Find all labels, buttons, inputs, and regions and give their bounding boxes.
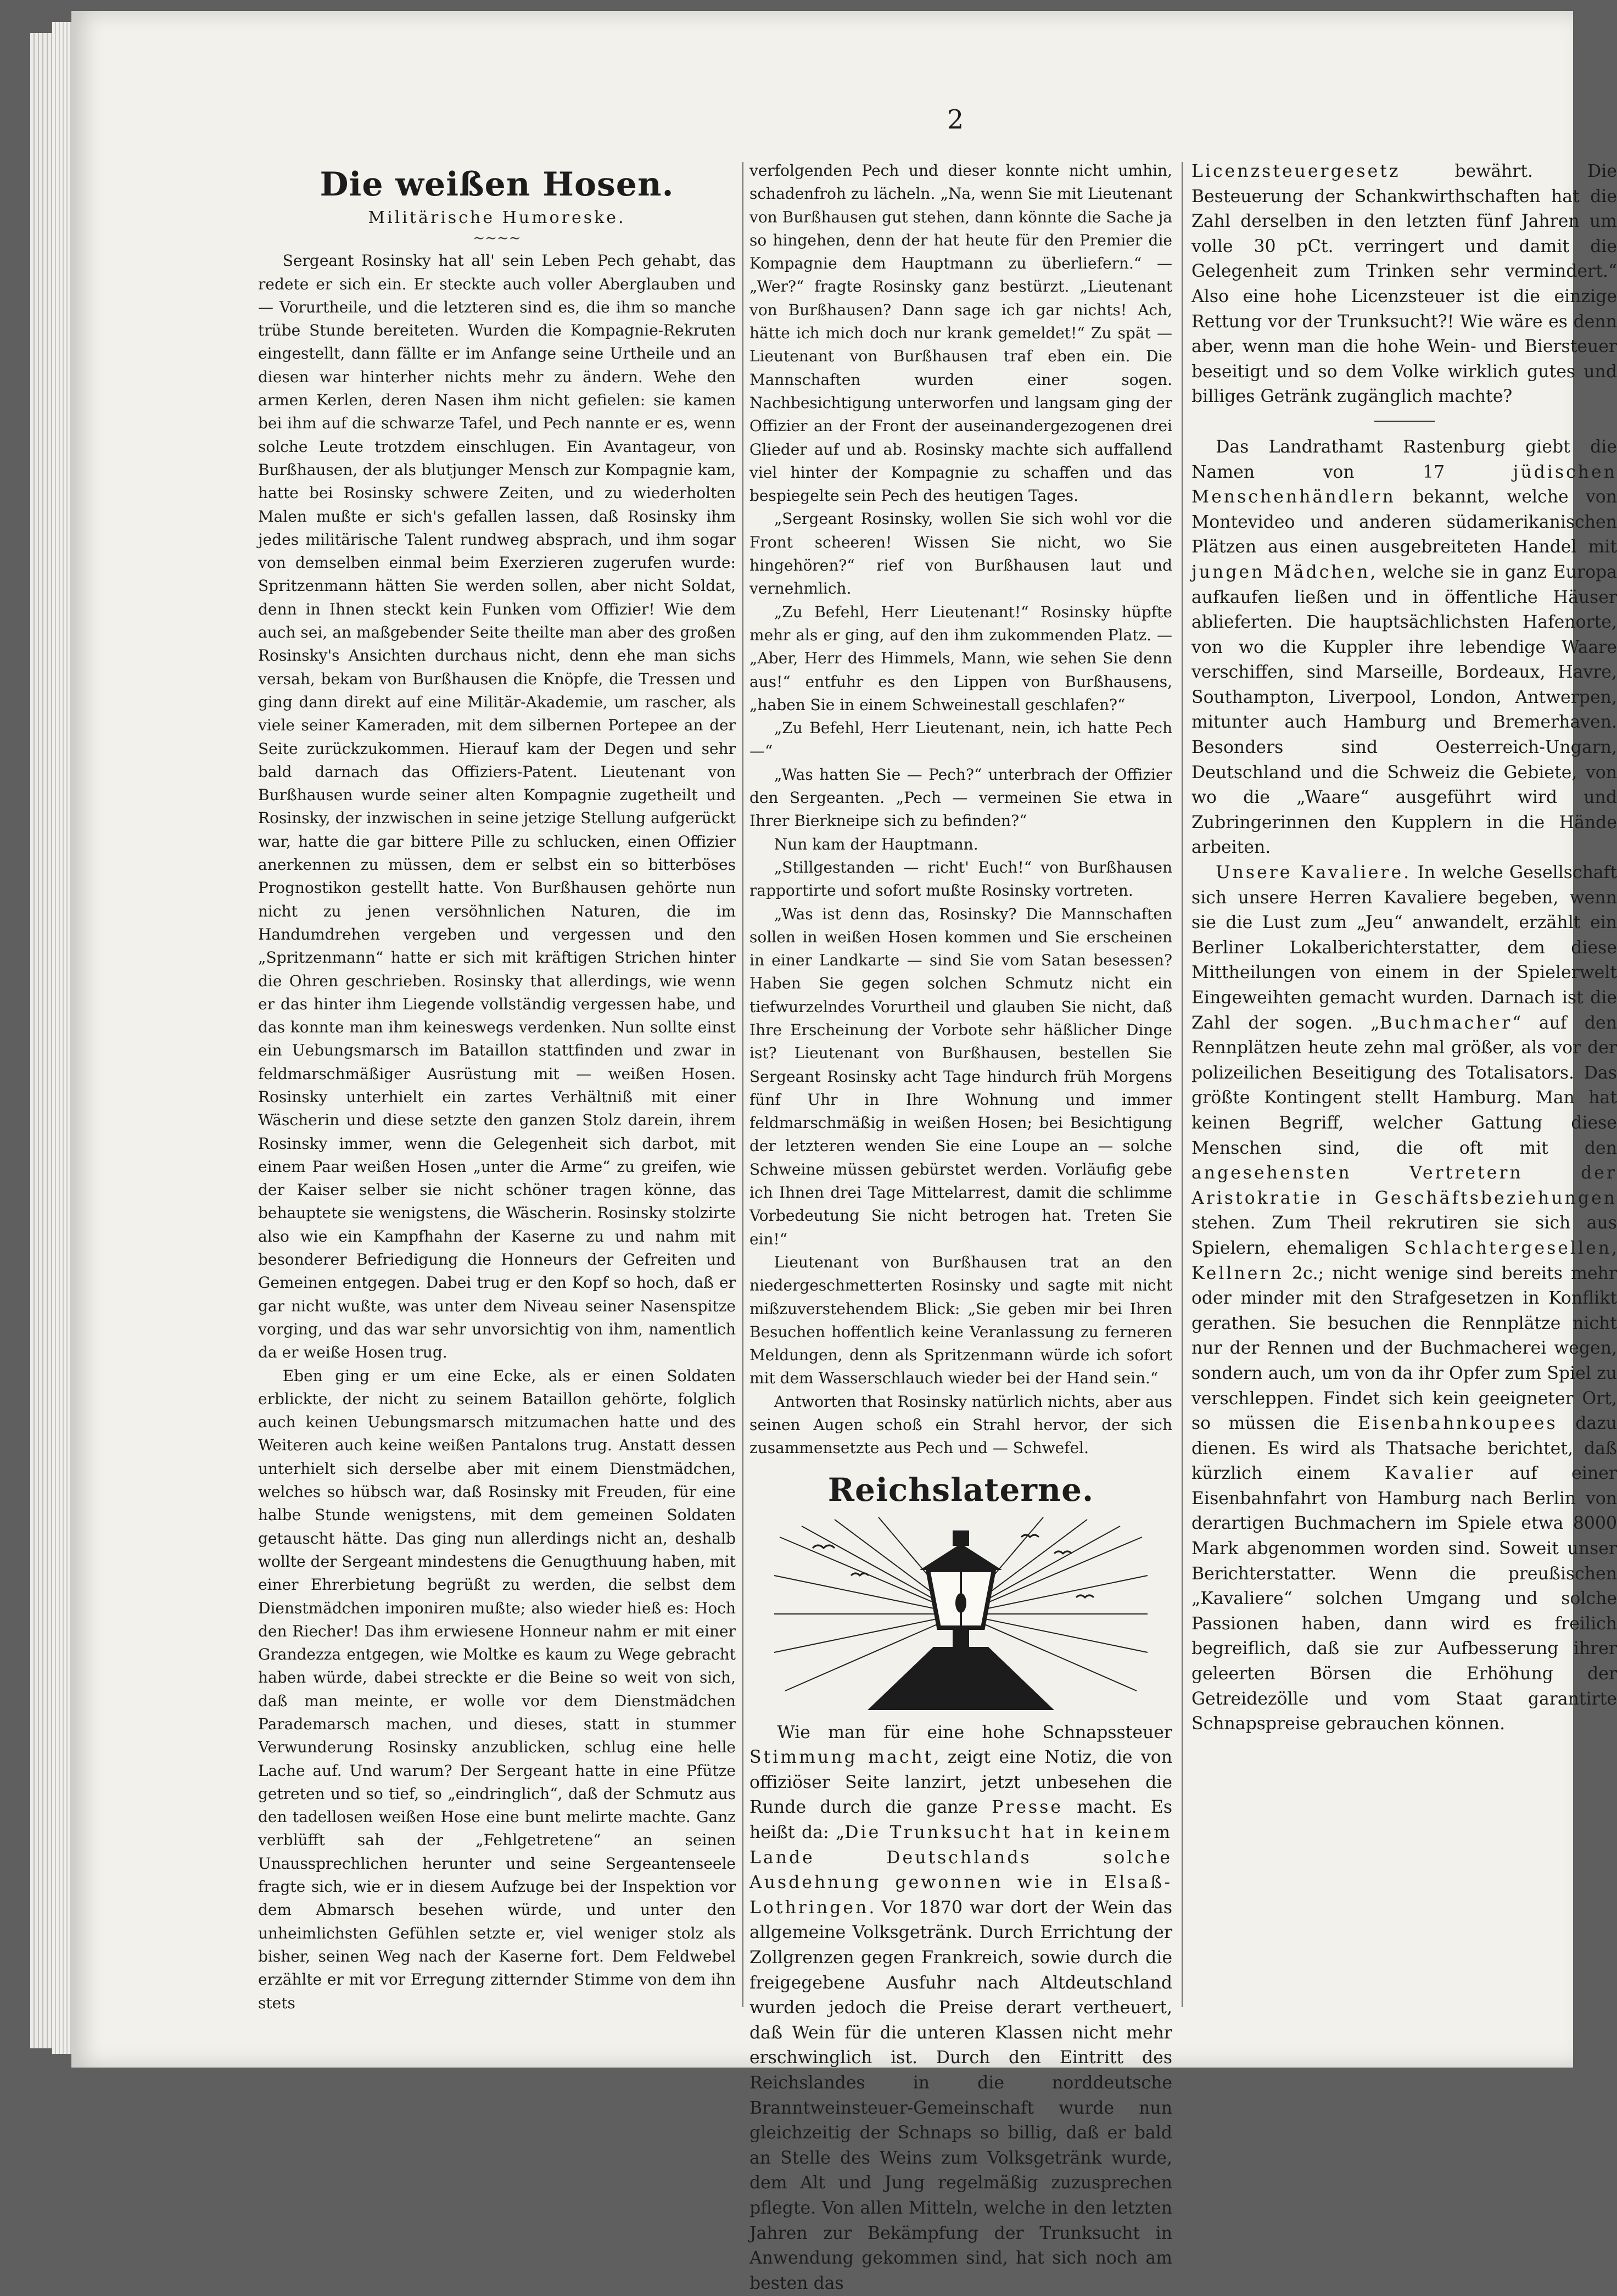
column-1	[258, 159, 736, 2015]
article-paragraph: Antworten that Rosinsky natürlich nichts, aber aus seinen Augen schoß ein Strahl hervor, der sich zusammensetzte aus Pech und — Schwefel.	[749, 1392, 1172, 1457]
article-title-weisse-hosen: Die weißen Hosen.	[320, 165, 674, 204]
column-divider-1	[742, 162, 743, 2007]
column-divider-2	[1182, 162, 1183, 2007]
article-subtitle: Militärische Humoreske.	[368, 208, 626, 227]
article-paragraph: Lieutenant von Burßhausen trat an den niedergeschmetterten Rosinsky und sagte mit nicht mißzuverstehendem Blick: „Sie geben mir bei Ihren Besuchen hoffentlich keine Veranlassung zu ferneren Meldungen, denn als Spritzenmann würde ich sofort mit dem Wasserschlauch wieder bei der Hand sein.“	[749, 1253, 1172, 1388]
reichslaterne-paragraph-2: Das Landrathamt Rastenburg giebt die Namen von 17 jüdischen Menschenhändlern bekannt, welche von Montevideo und anderen südamerikanischen Plätzen aus einen ausgebreiteten Handel mit jungen Mädchen, welche sie in ganz Europa aufkaufen ließen und in öffentliche Häuser ablieferten. Die hauptsächlichsten Hafenorte, von wo die Kuppler ihre lebendige Waare verschiffen, sind Marseille, Bordeaux, Havre, Southampton, Liverpool, London, Antwerpen, mitunter auch Hamburg und Bremerhaven. Besonders sind Oesterreich-Ungarn, Deutschland und die Schweiz die Gebiete, von wo die „Waare“ ausgeführt wird und Zubringerinnen den Kupplern in die Hände arbeiten.	[1191, 437, 1617, 858]
section-divider	[1374, 421, 1435, 422]
column-3	[1191, 159, 1617, 2015]
newspaper-page	[71, 11, 1617, 2293]
column-2	[749, 159, 1173, 2293]
reichslaterne-paragraph-1: Wie man für eine hohe Schnapssteuer Stimmung macht, zeigt eine Notiz, die von offiziöser Seite lanzirt, jetzt unbesehen die Runde durch die ganze Presse macht. Es heißt da: „Die Trunksucht hat in keinem Lande Deutschlands solche Ausdehnung gewonnen wie in Elsaß-Lothringen. Vor 1870 war dort der Wein das allgemeine Volksgetränk. Durch Errichtung der Zollgrenzen gegen Frankreich, sowie durch die freigegebene Ausfuhr nach Altdeutschland wurden jedoch die Preise derart vertheuert, daß Wein für die unteren Klassen nicht mehr erschwinglich ist. Durch den Eintritt des Reichslandes in die norddeutsche Branntweinsteuer-Gemeinschaft wurde nun gleichzeitig der Schnaps so billig, daß er bald an Stelle des Weins zum Volksgetränk wurde, dem Alt und Jung regelmäßig zuzusprechen pflegte. Von allen Mitteln, welche in den letzten Jahren zur Bekämpfung der Trunksucht in Anwendung gekommen sind, hat sich noch am besten das	[749, 1722, 1173, 2293]
article-paragraph: Sergeant Rosinsky hat all' sein Leben Pech gehabt, das redete er sich ein. Er steckte auch voller Aberglauben und — Vorurtheile, und die letzteren sind es, die ihm so manche trübe Stunde bereiteten. Wurden die Kompagnie-Rekruten eingestellt, dann fällte er im Anfange seine Urtheile und an diesen war hinterher nichts mehr zu ändern. Wehe den armen Kerlen, deren Nasen ihm nicht gefielen: sie kamen bei ihm auf die schwarze Tafel, und Pech nannte er es, wenn solche Leute trotzdem einschlugen. Ein Avantageur, von Burßhausen, der als blutjunger Mensch zur Kompagnie kam, hatte bei Rosinsky schwere Zeiten, und zu wiederholten Malen mußte er sich's gefallen lassen, daß Rosinsky ihm jedes militärische Talent rundweg absprach, und ihm sogar von demselben einmal beim Exerzieren zugerufen wurde: Spritzenmann hätten Sie werden sollen, aber nicht Soldat, denn in Ihnen steckt kein Funken vom Offizier! Wie dem auch sei, an maßgebender Seite theilte man aber des großen Rosinsky's Ansichten durchaus nicht, denn ehe man sichs versah, bekam von Burßhausen die Knöpfe, die Tressen und ging dann direkt auf eine Militär-Akademie, um rascher, als viele seiner Kameraden, mit dem silbernen Portepee an der Seite zurückzukommen. Hierauf kam der Degen und sehr bald darnach das Offiziers-Patent. Lieutenant von Burßhausen wurde seiner alten Kompagnie zugetheilt und Rosinsky, der inzwischen in seine jetzige Stellung aufgerückt war, hatte die gar bittere Pille zu schlucken, einen Offizier anerkennen zu müssen, dem er selbst ein so bitterböses Prognostikon gestellt hatte. Von Burßhausen gehörte nun nicht zu jenen versöhnlichen Naturen, die im Handumdrehen vergeben und vergessen und den „Spritzenmann“ hatte er sich mit kräftigen Strichen hinter die Ohren geschrieben. Rosinsky that allerdings, wie wenn er das hinter ihm Liegende vollständig vergessen habe, und das konnte man ihm keineswegs verdenken. Nun sollte einst ein Uebungsmarsch im Bataillon stattfinden und zwar in feldmarschmäßiger Ausrüstung mit — weißen Hosen. Rosinsky unterhielt ein zartes Verhältniß mit einer Wäscherin und diese setzte den ganzen Stolz darein, ihrem Rosinsky immer, wenn die Gelegenheit sich darbot, mit einem Paar weißen Hosen „unter die Arme“ zu greifen, wie der Kaiser selber sie nicht schöner tragen könne, das behauptete sie wenigstens, die Wäscherin. Rosinsky stolzirte also wie ein Kampfhahn der Kaserne zu und nahm mit besonderer Befriedigung die Honneurs der Gefreiten und Gemeinen entgegen. Dabei trug er den Kopf so hoch, daß er gar nicht wußte, was unter dem Niveau seiner Nasenspitze vorging, und das war sehr unvorsichtig von ihm, namentlich da er weiße Hosen trug.	[258, 252, 736, 1362]
page-number: 2	[947, 104, 964, 135]
article-paragraph: „Was hatten Sie — Pech?“ unterbrach der Offizier den Sergeanten. „Pech — vermeinen Sie etwa in Ihrer Bierkneipe sich zu befinden?“	[749, 765, 1172, 830]
reichslaterne-paragraph-1-cont: Licenzsteuergesetz bewährt. Die Besteuerung der Schankwirthschaften hat die Zahl derselben in den letzten fünf Jahren um volle 30 pCt. verringert und damit die Gelegenheit zum Trinken sehr vermindert.“ Also eine hohe Licenzsteuer ist die einzige Rettung vor der Trunksucht?! Wie wäre es denn aber, wenn man die hohe Wein- und Biersteuer beseitigt und so dem Volke wirklich gutes und billiges Getränk zugänglich machte?	[1191, 161, 1617, 407]
article-paragraph: Eben ging er um eine Ecke, als er einen Soldaten erblickte, der nicht zu seinem Bataillon gehörte, folglich auch keinen Uebungsmarsch mitzumachen hatte und des Weiteren auch keine weißen Pantalons trug. Anstatt dessen unterhielt sich derselbe aber mit einem Dienstmädchen, welches so hübsch war, daß Rosinsky mit Freuden, für eine halbe Stunde wenigstens, mit dem gemeinen Soldaten getauscht hätte. Das ging nun allerdings nicht an, deshalb wollte der Sergeant mindestens die Genugthuung haben, mit einer Ehrerbietung begrüßt zu werden, die selbst dem Dienstmädchen imponiren mußte; also wieder hieß es: Hoch den Riecher! Das ihm erwiesene Honneur nahm er mit einer Grandezza entgegen, wie Moltke es kaum zu Wege gebracht haben würde, dabei streckte er die Beine so weit von sich, daß man meinte, er wolle vor dem Dienstmädchen Parademarsch machen, und dieses, statt in stummer Verwunderung Rosinsky anzublicken, schlug eine helle Lache auf. Und warum? Der Sergeant hatte in eine Pfütze getreten und so tief, so „eindringlich“, daß der Schmutz aus den tadellosen weißen Hose eine bunt melirte machte. Ganz verblüfft sah der „Fehlgetretene“ an seinen Unaussprechlichen herunter und seine Sergeantenseele fragte sich, wie er in diesem Aufzuge bei der Inspektion vor dem Abmarsch besehen würde, und unter den unheimlichsten Gefühlen setzte er, viel weniger stolz als bisher, seinen Weg nach der Kaserne fort. Dem Feldwebel erzählte er mit vor Erregung zitternder Stimme von dem ihn stets	[258, 1366, 736, 2012]
article-paragraph: „Was ist denn das, Rosinsky? Die Mannschaften sollen in weißen Hosen kommen und Sie erscheinen in einer Landkarte — sind Sie vom Satan besessen? Haben Sie gegen solchen Schmutz nicht ein tiefwurzelndes Vorurtheil und glauben Sie nicht, daß Ihre Erscheinung der Vorbote sehr häßlicher Dinge ist? Lieutenant von Burßhausen, bestellen Sie Sergeant Rosinsky acht Tage hindurch früh Morgens fünf Uhr in Ihre Wohnung und immer feldmarschmäßig in weißen Hosen; bei Besichtigung der letzteren wenden Sie eine Loupe an — solche Schweine müssen gebürstet werden. Vorläufig gebe ich Ihnen drei Tage Mittelarrest, damit die schlimme Vorbedeutung Sie nicht betrogen hat. Treten Sie ein!“	[749, 904, 1172, 1248]
ornament-divider: ∼∼∼∼	[473, 230, 521, 247]
reichslaterne-paragraph-3: Unsere Kavaliere. In welche Gesellschaft sich unsere Herren Kavaliere begeben, wenn sie die Lust zum „Jeu“ anwandelt, erzählt ein Berliner Lokalberichterstatter, dem diese Mittheilungen von einem in der Spielerwelt Eingeweihten gemacht wurden. Darnach ist die Zahl der sogen. „Buchmacher“ auf den Rennplätzen heute zehn mal größer, als vor der polizeilichen Beseitigung des Totalisators. Das größte Kontingent stellt Hamburg. Man hat keinen Begriff, welcher Gattung diese Menschen sind, die oft mit den angesehensten Vertretern der Aristokratie in Geschäftsbeziehungen stehen. Zum Theil rekrutiren sie sich aus Spielern, ehemaligen Schlachtergesellen, Kellnern 2c.; nicht wenige sind bereits mehr oder minder mit den Strafgesetzen in Konflikt gerathen. Sie besuchen die Rennplätze nicht nur der Rennen und der Buchmacherei wegen, sondern auch, um von da ihr Opfer zum Spiel zu verschleppen. Findet sich kein geeigneter Ort, so müssen die Eisenbahnkoupees dazu dienen. Es wird als Thatsache berichtet, daß kürzlich einem Kavalier auf einer Eisenbahnfahrt von Hamburg nach Berlin von derartigen Buchmachern im Spiele etwa 8000 Mark abgenommen worden sind. Soweit unser Berichterstatter. Wenn die preußischen „Kavaliere“ solchen Umgang und solche Passionen haben, dann wird es freilich begreiflich, daß sie zur Aufbesserung ihrer geleerten Börsen die Erhöhung der Getreidezölle und vom Staat garantirte Schnapspreise gebrauchen können.	[1191, 863, 1617, 1734]
article-paragraph: „Stillgestanden — richt' Euch!“ von Burßhausen rapportirte und sofort mußte Rosinsky vortreten.	[749, 858, 1172, 900]
street-lantern-illustration	[769, 1515, 1153, 1713]
section-title-reichslaterne: Reichslaterne.	[827, 1471, 1094, 1509]
article-paragraph: Nun kam der Hauptmann.	[774, 835, 978, 853]
article-paragraph: verfolgenden Pech und dieser konnte nicht umhin, schadenfroh zu lächeln. „Na, wenn Sie mit Lieutenant von Burßhausen gut stehen, dann könnte die Sache ja so hingehen, denn der hat heute für den Premier die Kompagnie dem Hauptmann zu überliefern.“ — „Wer?“ fragte Rosinsky ganz bestürzt. „Lieutenant von Burßhausen? Dann sage ich gar nichts! Ach, hätte ich mich doch nur krank gemeldet!“ Zu spät — Lieutenant von Burßhausen traf eben ein. Die Mannschaften wurden einer sogen. Nachbesichtigung unterworfen und langsam ging der Offizier an der Front der auseinandergezogenen drei Glieder auf und ab. Rosinsky machte sich auffallend viel hinter der Kompagnie zu schaffen und das bespiegelte sein Pech des heutigen Tages.	[749, 161, 1172, 505]
book-page-edges-inner	[52, 22, 74, 2054]
article-paragraph: „Zu Befehl, Herr Lieutenant, nein, ich hatte Pech —“	[749, 719, 1172, 761]
article-paragraph: „Sergeant Rosinsky, wollen Sie sich wohl vor die Front scheeren! Wissen Sie nicht, wo Sie hingehören?“ rief von Burßhausen laut und vernehmlich.	[749, 510, 1172, 598]
article-paragraph: „Zu Befehl, Herr Lieutenant!“ Rosinsky hüpfte mehr als er ging, auf den ihm zukommenden Platz. — „Aber, Herr des Himmels, Mann, wie sehen Sie denn aus!“ entfuhr es den Lippen von Burßhausens, „haben Sie in einem Schweinestall geschlafen?“	[749, 602, 1172, 714]
